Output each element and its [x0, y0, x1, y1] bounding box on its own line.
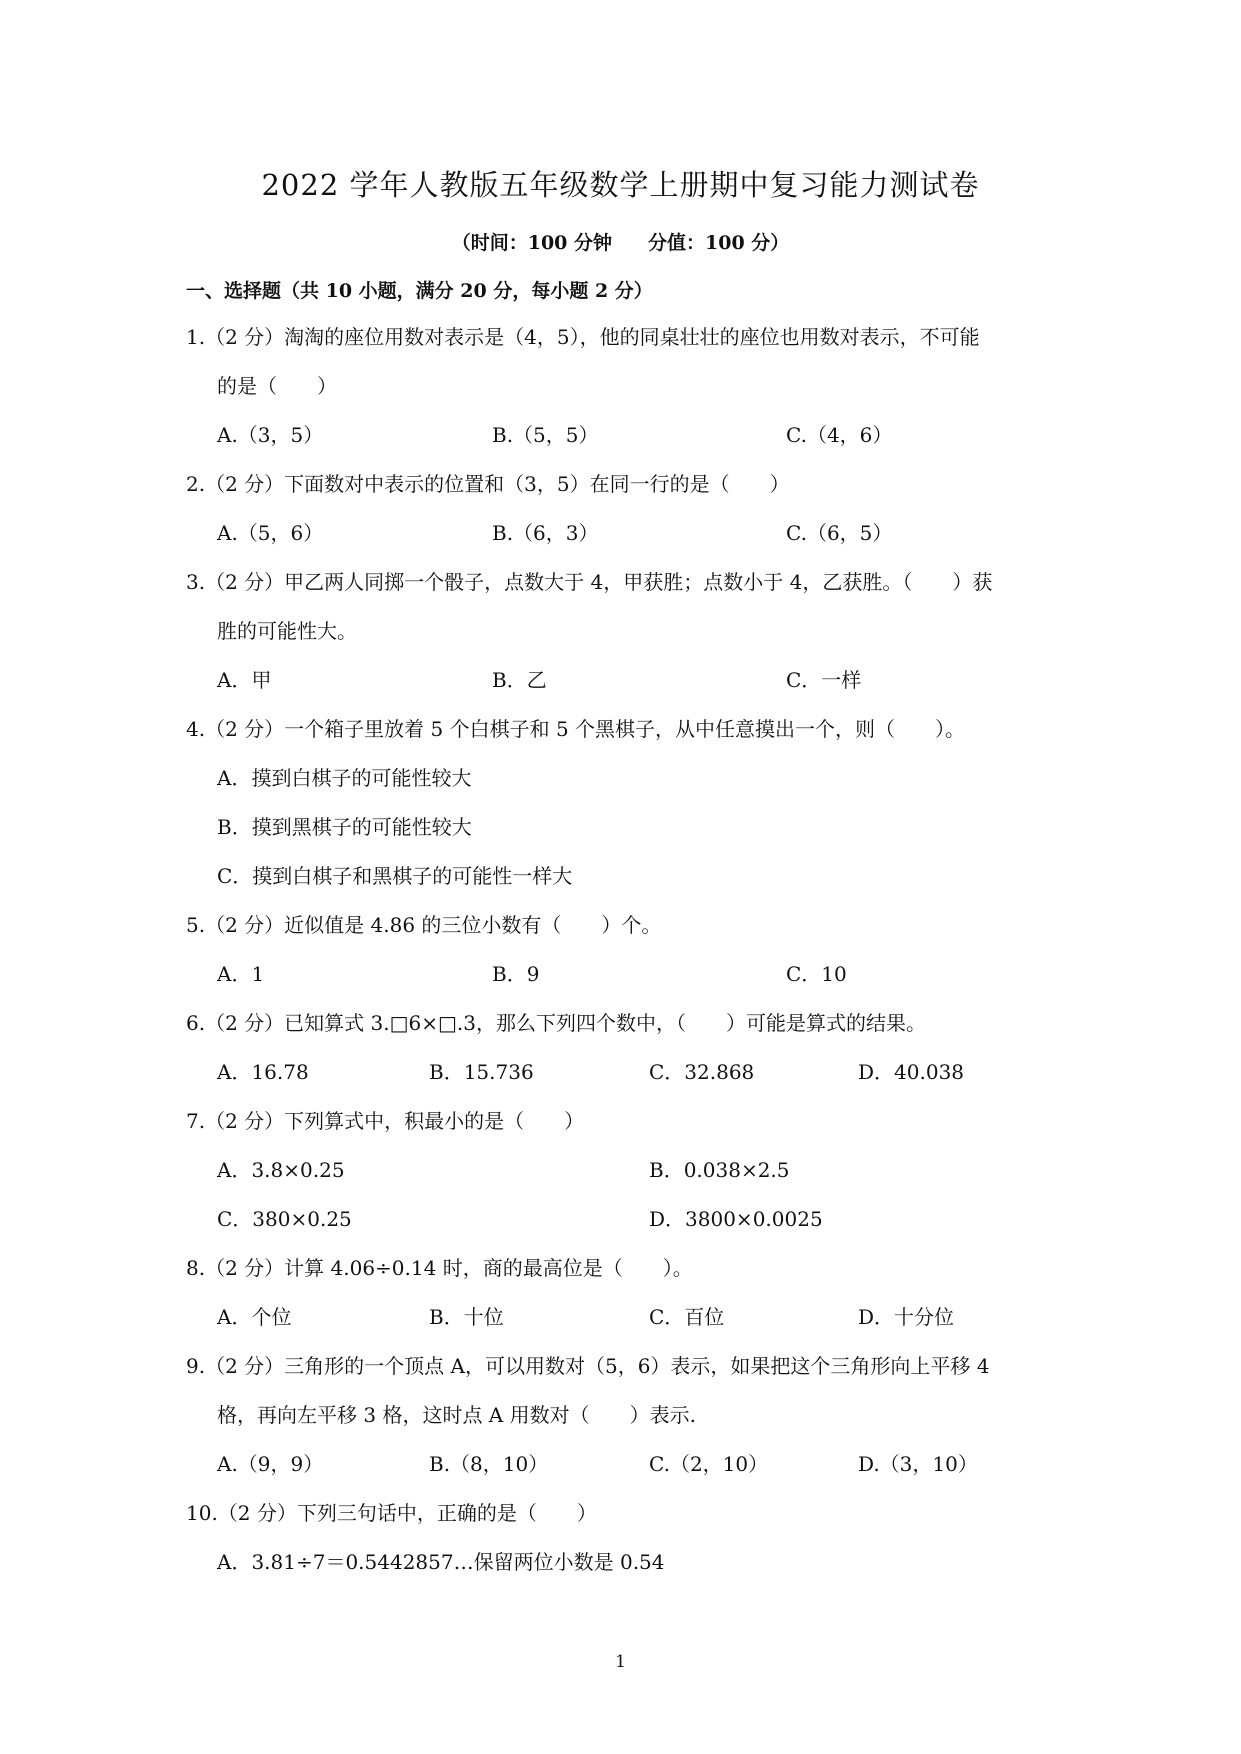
question-7-option-d: D．3800×0.0025	[649, 1207, 823, 1231]
question-4-option-a: A．摸到白棋子的可能性较大	[217, 766, 472, 790]
question-6-option-a: A．16.78	[217, 1060, 309, 1084]
question-8-option-b: B．十位	[429, 1305, 504, 1329]
question-9-option-c: C.（2，10）	[649, 1452, 769, 1476]
page-number: 1	[615, 1652, 626, 1672]
question-2-option-b: B.（6，3）	[492, 521, 599, 545]
question-2-option-c: C.（6，5）	[786, 521, 893, 545]
question-5-option-c: C．10	[786, 962, 847, 986]
question-9-option-b: B.（8，10）	[429, 1452, 549, 1476]
question-1-stem-cont: 的是（ ）	[217, 374, 337, 398]
question-4-option-c: C．摸到白棋子和黑棋子的可能性一样大	[217, 864, 573, 888]
question-1-option-a: A.（3，5）	[217, 423, 324, 447]
question-4-option-b: B．摸到黑棋子的可能性较大	[217, 815, 472, 839]
question-7-option-b: B．0.038×2.5	[649, 1158, 790, 1182]
question-9-option-a: A.（9，9）	[217, 1452, 324, 1476]
question-3-option-b: B．乙	[492, 668, 547, 692]
exam-time: （时间：100 分钟	[451, 232, 612, 254]
question-2-option-a: A.（5，6）	[217, 521, 324, 545]
question-7-stem: 7.（2 分）下列算式中，积最小的是（ ）	[186, 1109, 585, 1133]
question-6-option-c: C．32.868	[649, 1060, 755, 1084]
question-10-stem: 10.（2 分）下列三句话中，正确的是（ ）	[186, 1501, 597, 1525]
question-6-option-b: B．15.736	[429, 1060, 534, 1084]
question-10-option-a: A．3.81÷7＝0.5442857…保留两位小数是 0.54	[217, 1550, 665, 1574]
question-5-option-b: B．9	[492, 962, 540, 986]
question-8-option-d: D．十分位	[858, 1305, 955, 1329]
question-3-option-a: A．甲	[217, 668, 272, 692]
question-7-option-c: C．380×0.25	[217, 1207, 352, 1231]
question-9-option-d: D.（3，10）	[858, 1452, 978, 1476]
page-title: 2022 学年人教版五年级数学上册期中复习能力测试卷	[261, 168, 980, 202]
section-heading: 一、选择题（共 10 小题，满分 20 分，每小题 2 分）	[186, 280, 653, 302]
question-5-stem: 5.（2 分）近似值是 4.86 的三位小数有（ ）个。	[186, 913, 662, 937]
exam-score: 分值：100 分）	[648, 232, 790, 254]
question-9-stem-cont: 格，再向左平移 3 格，这时点 A 用数对（ ）表示.	[217, 1403, 696, 1427]
question-9-stem: 9.（2 分）三角形的一个顶点 A，可以用数对（5，6）表示，如果把这个三角形向上平移 4	[186, 1354, 990, 1378]
question-4-stem: 4.（2 分）一个箱子里放着 5 个白棋子和 5 个黑棋子，从中任意摸出一个，则（ ）。	[186, 717, 966, 741]
exam-info	[0, 228, 1241, 255]
question-5-option-a: A．1	[217, 962, 265, 986]
question-1-option-b: B.（5，5）	[492, 423, 599, 447]
question-8-option-a: A．个位	[217, 1305, 292, 1329]
question-8-stem: 8.（2 分）计算 4.06÷0.14 时，商的最高位是（ ）。	[186, 1256, 693, 1280]
question-2-stem: 2.（2 分）下面数对中表示的位置和（3，5）在同一行的是（ ）	[186, 472, 790, 496]
question-3-stem: 3.（2 分）甲乙两人同掷一个骰子，点数大于 4，甲获胜；点数小于 4，乙获胜。（ ）获	[186, 570, 993, 594]
question-6-option-d: D．40.038	[858, 1060, 965, 1084]
question-6-stem: 6.（2 分）已知算式 3.□6×□.3，那么下列四个数中，（ ）可能是算式的结果。	[186, 1011, 926, 1035]
question-1-option-c: C.（4，6）	[786, 423, 893, 447]
question-7-option-a: A．3.8×0.25	[217, 1158, 345, 1182]
question-8-option-c: C．百位	[649, 1305, 725, 1329]
question-3-stem-cont: 胜的可能性大。	[217, 619, 357, 643]
question-3-option-c: C．一样	[786, 668, 862, 692]
question-1-stem: 1.（2 分）淘淘的座位用数对表示是（4，5），他的同桌壮壮的座位也用数对表示，不可能	[186, 325, 980, 349]
